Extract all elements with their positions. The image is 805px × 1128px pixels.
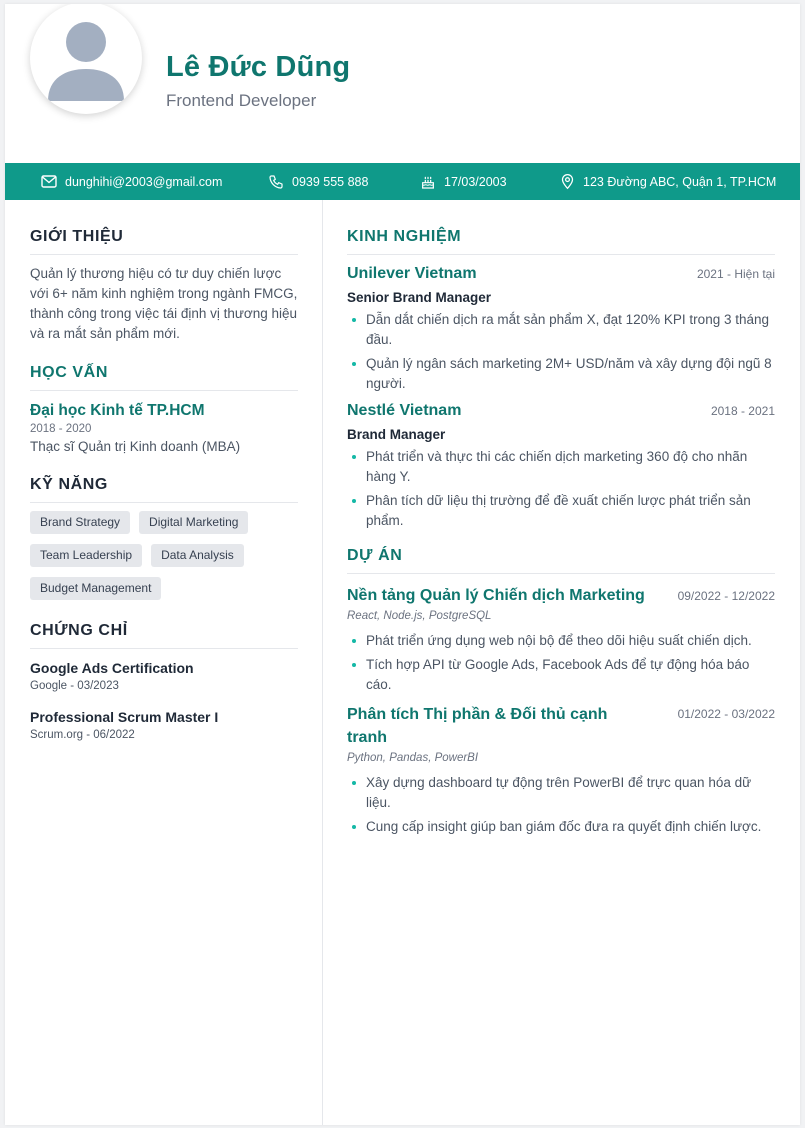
right-column — [347, 200, 775, 841]
certificate-item — [30, 660, 298, 692]
certificates-title: CHỨNG CHỈ — [30, 622, 298, 649]
job-bullet: Dẫn dắt chiến dịch ra mắt sản phẩm X, đạt 120% KPI trong 3 tháng đầu. — [347, 310, 775, 350]
certificate-item — [30, 709, 298, 741]
candidate-role: Frontend Developer — [166, 91, 317, 110]
contact-address-text: 123 Đường ABC, Quận 1, TP.HCM — [583, 174, 777, 189]
skills-section — [30, 476, 298, 600]
contact-address — [560, 163, 776, 200]
project-tech: Python, Pandas, PowerBI — [347, 752, 479, 764]
education-title: HỌC VẤN — [30, 364, 298, 391]
projects-section — [347, 547, 775, 837]
project-name: Phân tích Thị phần & Đối thủ cạnh tranh — [347, 706, 608, 746]
education-degree: Thạc sĩ Quản trị Kinh doanh (MBA) — [30, 439, 241, 454]
contact-birthday — [420, 163, 507, 200]
job-position: Brand Manager — [347, 427, 446, 442]
education-section — [30, 364, 298, 454]
contact-email[interactable] — [41, 163, 222, 200]
job-item — [347, 402, 775, 531]
project-bullet: Phát triển ứng dụng web nội bộ để theo dõi hiệu suất chiến dịch. — [347, 631, 775, 651]
project-item — [347, 703, 775, 837]
project-bullet: Xây dựng dashboard tự động trên PowerBI để trực quan hóa dữ liệu. — [347, 773, 775, 813]
certificate-name: Professional Scrum Master I — [30, 709, 219, 725]
job-bullet: Quản lý ngân sách marketing 2M+ USD/năm và xây dựng đội ngũ 8 người. — [347, 354, 775, 394]
job-bullet: Phát triển và thực thi các chiến dịch marketing 360 độ cho nhãn hàng Y. — [347, 447, 775, 487]
left-column — [30, 200, 298, 741]
job-period: 2021 - Hiện tại — [696, 267, 775, 281]
about-section — [30, 228, 298, 344]
contact-phone-text: 0939 555 888 — [292, 174, 369, 189]
skill-tag: Digital Marketing — [139, 511, 248, 534]
user-silhouette-icon — [30, 4, 142, 114]
contact-birthday-text: 17/03/2003 — [444, 174, 507, 189]
skill-tag: Brand Strategy — [30, 511, 130, 534]
projects-title: DỰ ÁN — [347, 547, 775, 574]
experience-title: KINH NGHIỆM — [347, 228, 775, 255]
column-divider — [322, 200, 323, 1125]
candidate-name: Lê Đức Dũng — [166, 51, 351, 83]
cake-icon — [420, 174, 436, 190]
skills-title: KỸ NĂNG — [30, 476, 298, 503]
project-bullet: Cung cấp insight giúp ban giám đốc đưa ra quyết định chiến lược. — [347, 817, 775, 837]
certificate-meta: Google - 03/2023 — [30, 680, 119, 692]
resume-page — [5, 4, 800, 1125]
project-period: 01/2022 - 03/2022 — [677, 707, 775, 721]
skill-tag: Budget Management — [30, 577, 161, 600]
about-title: GIỚI THIỆU — [30, 228, 298, 255]
job-bullet: Phân tích dữ liệu thị trường để đề xuất chiến lược phát triển sản phẩm. — [347, 491, 775, 531]
contact-email-text: dunghihi@2003@gmail.com — [65, 174, 223, 189]
job-position: Senior Brand Manager — [347, 290, 492, 305]
experience-section — [347, 228, 775, 531]
project-item — [347, 584, 775, 695]
project-period: 09/2022 - 12/2022 — [677, 589, 775, 603]
education-years: 2018 - 2020 — [30, 423, 92, 435]
contact-bar — [5, 163, 800, 200]
project-tech: React, Node.js, PostgreSQL — [347, 610, 492, 622]
job-item — [347, 265, 775, 394]
contact-phone[interactable] — [268, 163, 368, 200]
skill-tag: Team Leadership — [30, 544, 142, 567]
location-pin-icon — [560, 173, 575, 190]
job-period: 2018 - 2021 — [710, 404, 775, 418]
certificate-meta: Scrum.org - 06/2022 — [30, 729, 135, 741]
job-company: Nestlé Vietnam — [347, 402, 462, 419]
skills-list — [30, 511, 298, 600]
job-company: Unilever Vietnam — [347, 265, 477, 282]
certificate-name: Google Ads Certification — [30, 660, 194, 676]
avatar — [30, 4, 142, 114]
mail-icon — [41, 175, 57, 188]
skill-tag: Data Analysis — [151, 544, 244, 567]
phone-icon — [268, 174, 284, 190]
certificates-section — [30, 622, 298, 741]
project-bullet: Tích hợp API từ Google Ads, Facebook Ads để tự động hóa báo cáo. — [347, 655, 775, 695]
education-school: Đại học Kinh tế TP.HCM — [30, 402, 205, 419]
about-text: Quản lý thương hiệu có tư duy chiến lược với 6+ năm kinh nghiệm trong ngành FMCG, thành công trong việc tái định vị thương hiệu và ra mắt sản phẩm mới. — [30, 266, 298, 341]
project-name: Nền tảng Quản lý Chiến dịch Marketing — [347, 587, 645, 604]
